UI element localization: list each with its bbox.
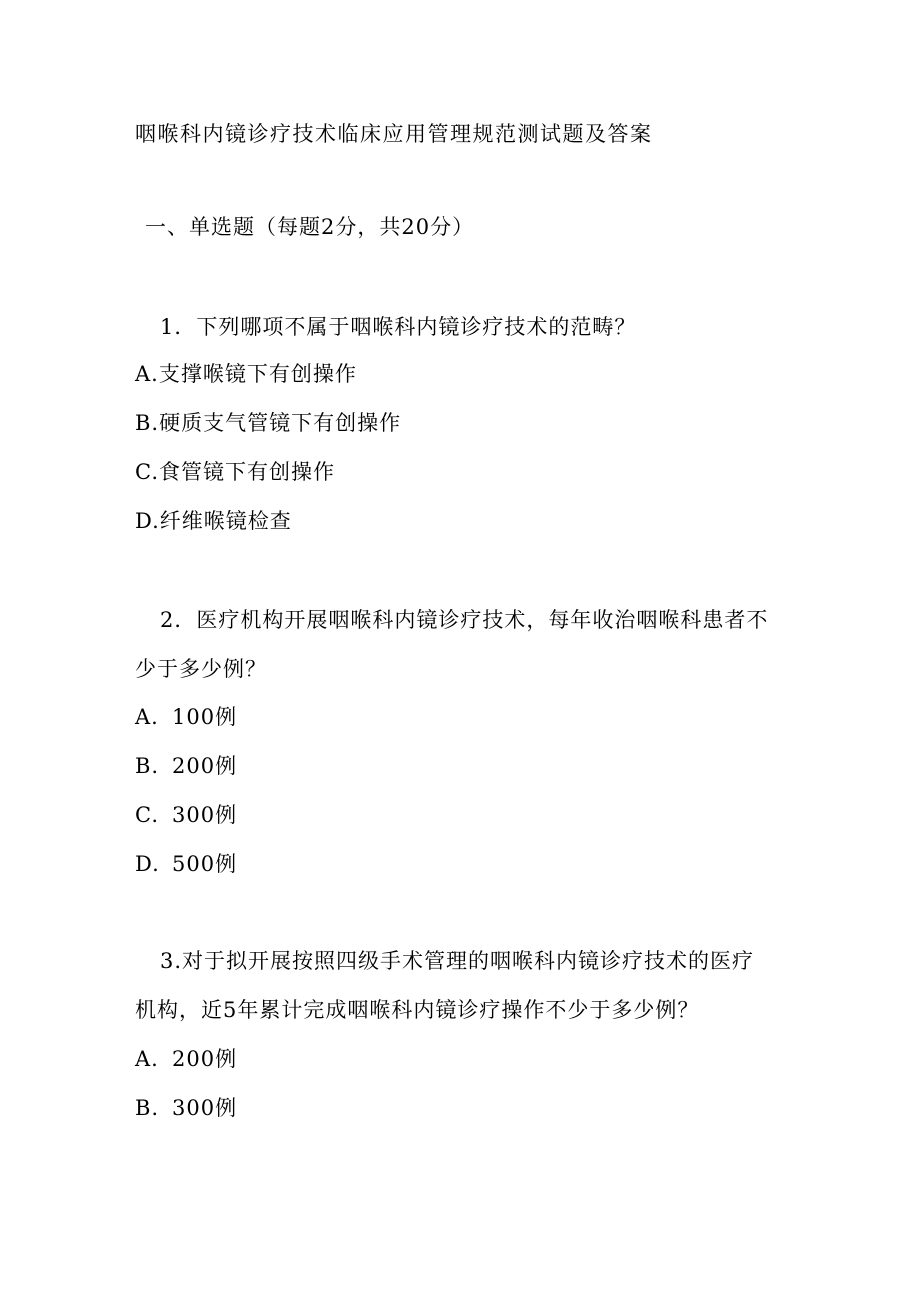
question-1-option-d xyxy=(135,507,292,535)
option-label: C. xyxy=(135,460,159,484)
option-text: 食管镜下有创操作 xyxy=(159,460,335,484)
question-3-stem: 3.对于拟开展按照四级手术管理的咽喉科内镜诊疗技术的医疗 xyxy=(160,949,755,973)
option-text: 200例 xyxy=(172,1047,238,1071)
question-2-option-c xyxy=(135,801,237,829)
option-label: B. xyxy=(135,1096,160,1120)
option-text: 100例 xyxy=(172,705,238,729)
option-label: A. xyxy=(135,1047,159,1071)
question-1-stem: 1．下列哪项不属于咽喉科内镜诊疗技术的范畴？ xyxy=(160,315,637,339)
option-text: 支撑喉镜下有创操作 xyxy=(158,362,357,386)
option-label: A. xyxy=(135,362,159,386)
question-2-stem: 2．医疗机构开展咽喉科内镜诊疗技术，每年收治咽喉科患者不 xyxy=(160,608,769,632)
option-text: 硬质支气管镜下有创操作 xyxy=(159,411,402,435)
question-2-option-b xyxy=(135,752,237,780)
option-label: D. xyxy=(135,852,160,876)
option-label: B. xyxy=(135,411,160,435)
question-1-option-c xyxy=(135,458,335,486)
option-text: 500例 xyxy=(172,852,238,876)
question-3-option-b xyxy=(135,1094,237,1122)
option-text: 200例 xyxy=(172,754,238,778)
document-title: 咽喉科内镜诊疗技术临床应用管理规范测试题及答案 xyxy=(135,122,653,146)
option-label: A. xyxy=(135,705,159,729)
question-2-option-a xyxy=(135,703,237,731)
option-text: 300例 xyxy=(172,803,238,827)
option-text: 纤维喉镜检查 xyxy=(159,509,292,533)
section-heading: 一、单选题（每题2分，共20分） xyxy=(145,215,475,239)
option-text: 300例 xyxy=(172,1096,238,1120)
question-3-stem-continued: 机构，近5年累计完成咽喉科内镜诊疗操作不少于多少例？ xyxy=(135,998,700,1022)
question-3-option-a xyxy=(135,1045,237,1073)
question-2-stem-continued: 少于多少例？ xyxy=(135,657,267,681)
option-label: C. xyxy=(135,803,159,827)
question-2-option-d xyxy=(135,850,237,878)
option-label: B. xyxy=(135,754,160,778)
question-1-option-b xyxy=(135,409,401,437)
question-1-option-a xyxy=(135,360,357,388)
option-label: D. xyxy=(135,509,160,533)
